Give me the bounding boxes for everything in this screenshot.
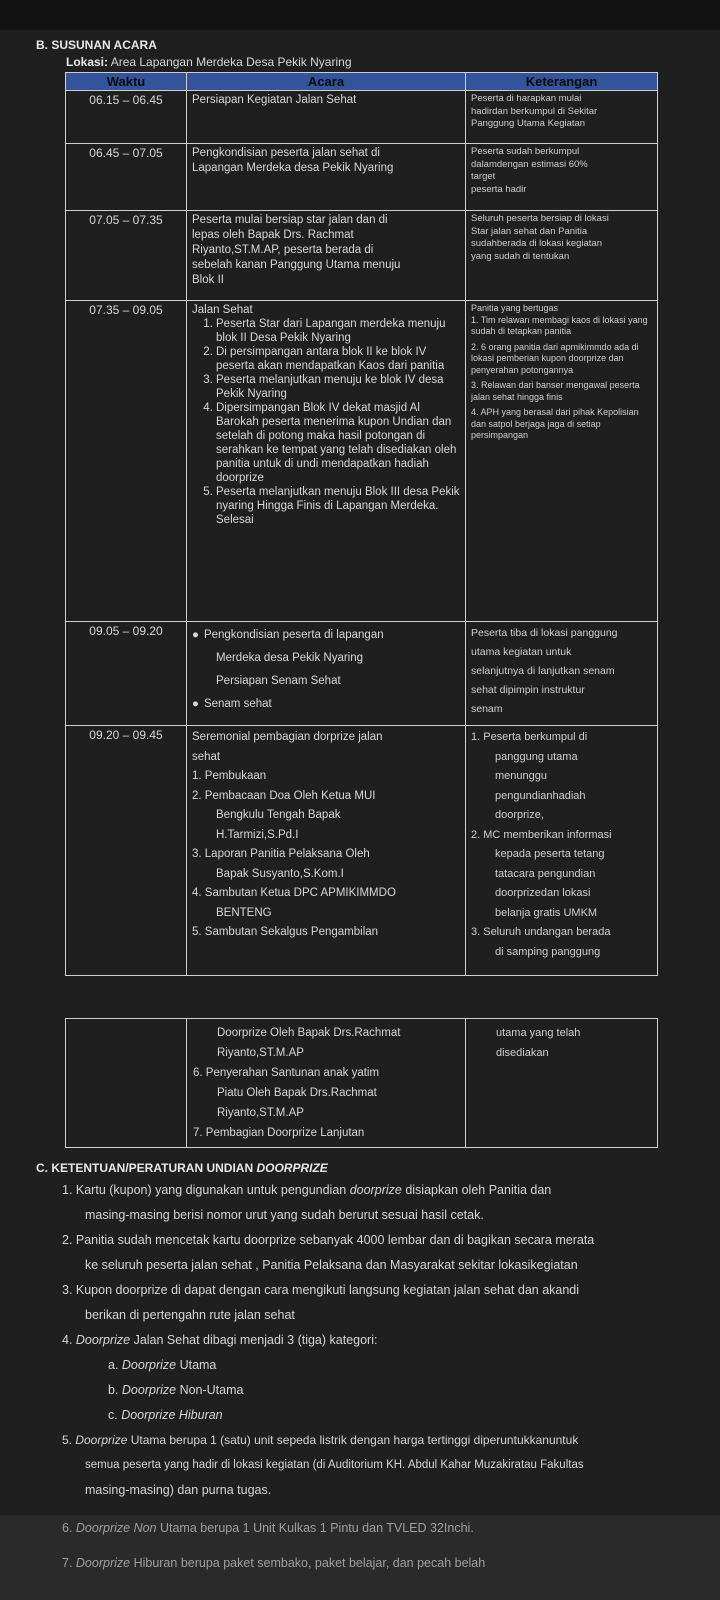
table-row	[66, 91, 658, 144]
rule-line: ke seluruh peserta jalan sehat , Panitia Pelaksana dan Masyarakat sekitar lokasikegiatan	[85, 1258, 578, 1272]
note-line: selanjutnya di lanjutkan senam	[471, 665, 615, 677]
row-time: 07.05 – 07.35	[66, 211, 187, 301]
bullet-icon: ●	[192, 629, 199, 641]
rule-line: 2. Panitia sudah mencetak kartu doorprize sebanyak 4000 lembar dan di bagikan secara merata	[62, 1233, 595, 1247]
note-item: 3. Relawan dari banser mengawal peserta jalan sehat hingga finis	[471, 380, 640, 402]
note-line: peserta hadir	[471, 183, 527, 195]
note-line: Seluruh peserta bersiap di lokasi	[471, 213, 609, 224]
note-line: kepada peserta tetang	[495, 848, 605, 860]
event-line: Riyanto,ST.M.AP	[217, 1107, 304, 1119]
row-note	[466, 211, 658, 301]
status-bar	[0, 0, 720, 30]
section-c-title	[36, 1161, 328, 1175]
table-row	[66, 1019, 658, 1148]
rule-line: 1. Kartu (kupon) yang digunakan untuk pengundian doorprize disiapkan oleh Panitia dan	[62, 1183, 552, 1197]
note-line: Peserta di harapkan mulai	[471, 93, 582, 104]
note-item: 4. APH yang berasal dari pihak Kepolisian dan satpol berjaga jaga di setiap persimpangan	[471, 407, 639, 440]
event-line: 5. Sambutan Sekalgus Pengambilan	[192, 926, 379, 938]
event-line: Bapak Susyanto,S.Kom.I	[216, 867, 344, 880]
row-time	[66, 1019, 187, 1148]
row-note	[466, 1019, 658, 1148]
note-line: belanja gratis UMKM	[495, 906, 598, 919]
bullet-item: ● Senam sehat	[192, 693, 460, 716]
note-line: 2. MC memberikan informasi	[471, 828, 612, 841]
row-note	[466, 301, 658, 622]
event-line: Riyanto,ST.M.AP, peserta berada di	[192, 244, 374, 256]
rule-line: 3. Kupon doorprize di dapat dengan cara mengikuti langsung kegiatan jalan sehat dan akandi	[62, 1283, 580, 1297]
row-time: 09.05 – 09.20	[66, 622, 187, 726]
list-item: 4. Dipersimpangan Blok IV dekat masjid Al Barokah peserta menerima kupon Undian dan setelah di potong maka hasil potongan di serahkan ke tempat yang telah disediakan oleh panitia untuk di undi mendapatkan hadiah doorprize	[216, 401, 460, 485]
note-line: 3. Seluruh undangan berada	[471, 926, 611, 938]
note-line: yang sudah di tentukan	[471, 250, 570, 262]
section-c-title-italic: DOORPRIZE	[256, 1161, 328, 1175]
note-line: dalamdengan estimasi 60%	[471, 158, 588, 170]
row-time: 07.35 – 09.05	[66, 301, 187, 622]
event-line: 4. Sambutan Ketua DPC APMIKIMMDO	[192, 887, 396, 899]
event-line: 3. Laporan Panitia Pelaksana Oleh	[192, 848, 370, 860]
event-line: sehat	[192, 750, 221, 763]
rule-line: b. Doorprize Non-Utama	[108, 1383, 244, 1397]
note-line: di samping panggung	[495, 945, 601, 958]
table-row	[66, 622, 658, 726]
table-row	[66, 144, 658, 211]
location-label: Lokasi:	[66, 55, 109, 69]
row-note	[466, 144, 658, 211]
note-line: sehat dipimpin instruktur	[471, 684, 585, 696]
event-line: BENTENG	[216, 906, 272, 919]
list-item: 5. Peserta melanjutkan menuju Blok III desa Pekik nyaring Hingga Finis di Lapangan Merdeka. Selesai	[216, 485, 460, 527]
table-row	[66, 211, 658, 301]
event-line: Persiapan Senam Sehat	[216, 675, 341, 687]
rule-line: masing-masing berisi nomor urut yang sudah berurut sesuai hasil cetak.	[85, 1208, 484, 1222]
event-line: Lapangan Merdeka desa Pekik Nyaring	[192, 162, 394, 174]
note-line: target	[471, 171, 496, 182]
header-event: Acara	[187, 73, 466, 91]
schedule-table	[65, 72, 658, 976]
event-line: Riyanto,ST.M.AP	[217, 1047, 304, 1059]
note-line: senam	[471, 703, 503, 715]
row-event	[187, 1019, 466, 1148]
note-line: doorprizedan lokasi	[495, 887, 591, 899]
header-time: Waktu	[66, 73, 187, 91]
note-item: 1. Tim relawan membagi kaos di lokasi yang sudah di tetapkan panitia	[471, 314, 648, 336]
event-line: Merdeka desa Pekik Nyaring	[216, 652, 364, 664]
event-line: Seremonial pembagian dorprize jalan	[192, 731, 383, 743]
event-line: Bengkulu Tengah Bapak	[216, 809, 341, 821]
list-item: 1. Peserta Star dari Lapangan merdeka menuju blok II Desa Pekik Nyaring	[216, 317, 460, 345]
row-time: 09.20 – 09.45	[66, 726, 187, 976]
row-time: 06.15 – 06.45	[66, 91, 187, 144]
event-line: Pengkondisian peserta jalan sehat di	[192, 147, 380, 159]
section-c-title-text: C. KETENTUAN/PERATURAN UNDIAN	[36, 1161, 257, 1175]
section-b-title: B. SUSUNAN ACARA	[36, 38, 157, 52]
event-line: 6. Penyerahan Santunan anak yatim	[193, 1067, 380, 1079]
row-note	[466, 91, 658, 144]
note-line: panggung utama	[495, 750, 578, 763]
rule-line: a. Doorprize Utama	[108, 1358, 217, 1372]
rule-line: c. Doorprize Hiburan	[108, 1408, 223, 1422]
rule-line: berikan di pertengahn rute jalan sehat	[85, 1308, 295, 1322]
location-value: Area Lapangan Merdeka Desa Pekik Nyaring	[110, 55, 352, 69]
list-item: 3. Peserta melanjutkan menuju ke blok IV desa Pekik Nyaring	[216, 373, 460, 401]
note-item: 2. 6 orang panitia dari apmikimmdo ada di lokasi pemberian kupon doorprize dan penyerahan potongannya	[471, 341, 639, 375]
note-line: utama kegiatan untuk	[471, 646, 572, 658]
rule-line: 7. Doorprize Hiburan berupa paket sembako, paket belajar, dan pecah belah	[62, 1556, 486, 1570]
row-event	[187, 211, 466, 301]
note-line: 1. Peserta berkumpul di	[471, 731, 588, 743]
table-row	[66, 301, 658, 622]
row-event	[187, 301, 466, 622]
rule-line: masing-masing) dan purna tugas.	[85, 1483, 272, 1497]
rule-line: 5. Doorprize Utama berupa 1 (satu) unit sepeda listrik dengan harga tertinggi diperuntukkanuntuk	[62, 1433, 579, 1447]
bullet-item: ● Pengkondisian peserta di lapangan	[192, 624, 460, 647]
note-line: hadirdan berkumpul di Sekitar	[471, 105, 598, 117]
rule-line: 6. Doorprize Non Utama berupa 1 Unit Kulkas 1 Pintu dan TVLED 32Inchi.	[62, 1521, 474, 1535]
header-note: Keterangan	[466, 73, 658, 91]
event-line: sebelah kanan Panggung Utama menuju	[192, 259, 401, 271]
note-line: Peserta sudah berkumpul	[471, 146, 580, 157]
note-line: tatacara pengundian	[495, 867, 596, 880]
event-line: Blok II	[192, 274, 224, 286]
note-line: doorprize,	[495, 809, 544, 821]
row-event	[187, 144, 466, 211]
event-line: Peserta mulai bersiap star jalan dan di	[192, 214, 388, 226]
event-line: 2. Pembacaan Doa Oleh Ketua MUI	[192, 789, 376, 802]
note-line: menunggu	[495, 770, 547, 782]
row-note	[466, 622, 658, 726]
schedule-table-continuation	[65, 1018, 658, 1148]
table-row	[66, 726, 658, 976]
note-title: Panitia yang bertugas	[471, 303, 559, 313]
table-header-row	[66, 73, 658, 91]
row-event: Persiapan Kegiatan Jalan Sehat	[187, 91, 466, 144]
note-line: disediakan	[496, 1047, 549, 1059]
event-line: H.Tarmizi,S.Pd.I	[216, 828, 299, 841]
note-line: Panggung Utama Kegiatan	[471, 118, 586, 129]
rule-line: 4. Doorprize Jalan Sehat dibagi menjadi 3 (tiga) kategori:	[62, 1333, 378, 1347]
list-item: 2. Di persimpangan antara blok II ke blok IV peserta akan mendapatkan Kaos dari panitia	[216, 345, 460, 373]
row-event	[187, 622, 466, 726]
event-line: 1. Pembukaan	[192, 770, 267, 782]
row-time: 06.45 – 07.05	[66, 144, 187, 211]
event-line: lepas oleh Bapak Drs. Rachmat	[192, 229, 354, 241]
event-line: 7. Pembagian Doorprize Lanjutan	[193, 1127, 365, 1139]
event-line: Doorprize Oleh Bapak Drs.Rachmat	[217, 1027, 401, 1039]
note-line: Star jalan sehat dan Panitia	[471, 225, 588, 237]
row-note	[466, 726, 658, 976]
event-title: Jalan Sehat	[192, 304, 253, 316]
bullet-icon: ●	[192, 698, 199, 710]
note-line: utama yang telah	[496, 1027, 581, 1039]
event-list	[192, 317, 460, 527]
location-line	[66, 55, 352, 69]
rule-line: semua peserta yang hadir di lokasi kegiatan (di Auditorium KH. Abdul Kahar Muzakiratau Fakultas	[85, 1459, 584, 1471]
row-event	[187, 726, 466, 976]
note-line: pengundianhadiah	[495, 789, 586, 802]
note-line: sudahberada di lokasi kegiatan	[471, 238, 602, 249]
note-line: Peserta tiba di lokasi panggung	[471, 627, 618, 639]
event-line: Piatu Oleh Bapak Drs.Rachmat	[217, 1087, 377, 1099]
